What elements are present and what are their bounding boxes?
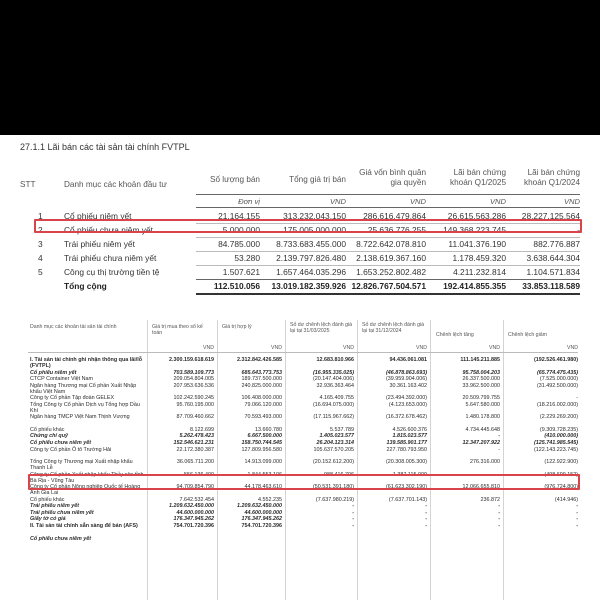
t2-cell: 276.316.000 [470, 459, 500, 466]
row-total-sale: 175.005.000.000 [283, 225, 346, 235]
t2-cell: 26.337.500.000 [462, 376, 500, 383]
t2-cell: 4.165.409.755 [319, 395, 354, 402]
t2-cell: 1.844.553.106 [247, 471, 282, 478]
t2-cell: 1.209.632.450.000 [169, 503, 214, 510]
row-stt: 5 [38, 267, 43, 277]
highlight-box-unlisted-shares [34, 219, 582, 233]
row-profit-2024: 882.776.887 [533, 239, 580, 249]
t2-cell: 79.066.120.000 [244, 401, 282, 408]
t2-unit: VND [203, 345, 214, 351]
row-category: Trái phiếu niêm yết [64, 239, 135, 249]
t2-cell: 189.737.500.000 [241, 376, 282, 383]
t2-unit: VND [271, 345, 282, 351]
t2-cell: (9.309.728.235) [539, 426, 578, 433]
t2-cell: 754.701.720.396 [173, 523, 214, 529]
t2-unit: VND [489, 345, 500, 351]
t2-cell: (7.525.000.000) [539, 376, 578, 383]
highlight-box-truong-hai [28, 471, 580, 490]
row-avg-cost: 2.138.619.367.160 [356, 253, 426, 263]
t2-cell: - [576, 503, 578, 510]
header-stt: STT [20, 180, 36, 189]
row-quantity: 21.164.155 [218, 211, 260, 221]
header-quantity: Số lượng bán [209, 175, 260, 184]
t2-cell: 12.066.655.810 [462, 484, 500, 491]
t2-cell: (16.694.075.000) [312, 401, 354, 408]
t2-cell: - [498, 471, 500, 478]
row-stt: 2 [38, 225, 43, 235]
row-stt: 4 [38, 253, 43, 263]
t2-cell: (4.123.653.000) [388, 401, 427, 408]
t2-cell: (7.637.980.219) [315, 496, 354, 503]
t2-cell: (20.308.005.300) [385, 459, 427, 466]
t2-cell: 556.136.400 [184, 471, 214, 478]
unit-profit-2024: VND [563, 197, 580, 206]
row-category: Trái phiếu chưa niêm yết [64, 253, 157, 263]
t2-cell: 1.209.632.450.000 [237, 503, 282, 510]
t2-cell: 94.436.061.081 [389, 357, 427, 363]
t2-cell: (50.531.391.180) [312, 484, 354, 491]
t2-cell: 30.361.163.402 [389, 382, 427, 389]
t2-row-label: Tổng Công ty Thương mại Xuất nhập khẩu Thanh Lễ [30, 459, 133, 472]
t2-cell: 44.600.000.000 [244, 509, 282, 516]
t2-cell: 176.347.945.262 [173, 516, 214, 523]
row-avg-cost: 25.636.776.255 [367, 225, 426, 235]
t2-cell: 209.054.804.005 [173, 376, 214, 383]
t2-cell: - [498, 446, 500, 453]
t2-cell: - [425, 516, 427, 523]
row-profit-2025: 4.211.232.814 [453, 267, 506, 277]
t2-cell: 32.936.363.464 [316, 382, 354, 389]
t2-cell: - [576, 395, 578, 402]
t2-cell: - [498, 503, 500, 510]
header-total-sale: Tổng giá trị bán [289, 175, 346, 184]
t2-unit: VND [343, 345, 354, 351]
t2-cell: 236.872 [480, 496, 500, 503]
t2-cell: (65.774.475.435) [536, 369, 578, 376]
t2-cell: (7.637.701.143) [388, 496, 427, 503]
unit-avg-cost: VND [409, 197, 426, 206]
t2-cell: 4.526.600.376 [392, 426, 427, 433]
row-quantity: 1.507.621 [222, 267, 260, 277]
t2-cell: 20.509.799.755 [462, 395, 500, 402]
t2-cell: 703.589.109.773 [173, 369, 214, 376]
row-quantity: 5.000.000 [222, 225, 260, 235]
t2-row-label: Công ty Cổ phần Xuất nhập khẩu Thủy sản tỉnh Bà Rịa - Vũng Tàu [30, 471, 144, 484]
t2-unit-rule [28, 352, 578, 353]
t2-cell: - [352, 509, 354, 516]
t2-cell: - [498, 509, 500, 516]
col-divider [217, 320, 218, 600]
row-profit-2024: 28.227.125.564 [521, 211, 580, 221]
unit-rule [196, 207, 580, 208]
t2-cell: 8.122.699 [190, 426, 214, 433]
col-divider [147, 320, 148, 600]
col-divider [285, 320, 286, 600]
header-category: Danh mục các khoản đầu tư [64, 180, 167, 189]
header-avg-cost: Giá vốn bình quân gia quyền [359, 168, 426, 187]
t2-header-rev-2024: Số dư chênh lệch đánh giá lại tại 31/12/2024 [362, 322, 425, 334]
t2-row-label: Trái phiếu chưa niêm yết [30, 509, 94, 516]
t2-cell: - [352, 523, 354, 529]
row-rule [196, 251, 580, 252]
total-profit-2025: 192.414.855.355 [443, 281, 506, 291]
t2-cell: (18.216.002.000) [536, 401, 578, 408]
t2-row-label: Ngân hàng Thương mại Cổ phần Xuất Nhập khẩu Việt Nam [30, 382, 137, 395]
t2-cell: - [576, 523, 578, 529]
row-quantity: 53.280 [234, 253, 260, 263]
t2-cell: - [425, 523, 427, 529]
t2-cell: (16.372.678.462) [385, 414, 427, 421]
t2-cell: 105.637.570.205 [313, 446, 354, 453]
t2-header-rev-2025: Số dư chênh lệch đánh giá lại tại 31/03/2025 [290, 322, 353, 334]
row-stt: 1 [38, 211, 43, 221]
unit-total-sale: VND [329, 197, 346, 206]
total-quantity: 112.510.056 [213, 281, 260, 291]
t2-row-label: Giấy tờ có giá [30, 516, 66, 523]
total-sale: 13.019.182.359.926 [271, 281, 346, 291]
t2-cell: 94.709.854.790 [176, 484, 214, 491]
t2-cell: 102.242.590.245 [173, 395, 214, 402]
col-divider [357, 320, 358, 600]
t2-cell: 5.262.478.423 [179, 433, 214, 440]
t2-cell: 685.643.773.753 [241, 369, 282, 376]
t2-row-label: Tổng Công ty Cổ phần Dịch vụ Tổng hợp Dầu Khí [30, 401, 140, 414]
t2-cell: (20.147.404.006) [312, 376, 354, 383]
t2-cell: 95.760.195.000 [176, 401, 214, 408]
t2-unit: VND [567, 345, 578, 351]
t2-row-label: I. Tài sản tài chính ghi nhận thông qua lãi/lỗ (FVTPL) [30, 357, 143, 369]
row-profit-2025: 149.368.223.745 [443, 225, 506, 235]
unit-quantity: Đơn vị [238, 197, 260, 206]
total-avg-cost: 12.826.767.504.571 [351, 281, 426, 291]
t2-cell: 207.953.636.536 [173, 382, 214, 389]
t2-cell: 1.815.023.577 [392, 433, 427, 440]
row-profit-2024: - [577, 225, 580, 235]
t2-cell: 70.593.493.000 [244, 414, 282, 421]
col-divider [430, 320, 431, 600]
header-profit-2025: Lãi bán chứng khoán Q1/2025 [450, 168, 506, 187]
row-profit-2024: 3.638.644.304 [526, 253, 580, 263]
t2-cell: 176.347.945.262 [241, 516, 282, 523]
t2-cell: (192.526.461.980) [533, 357, 578, 363]
row-profit-2024: 1.104.571.834 [526, 267, 580, 277]
t2-row-label: Công ty Cổ phần Nông nghiệp Quốc tế Hoàng Anh Gia Lai [30, 484, 141, 497]
t2-cell: 227.780.793.950 [386, 446, 427, 453]
t2-cell: 87.709.460.662 [176, 414, 214, 421]
t2-cell: 12.347.207.922 [462, 440, 500, 446]
t2-cell: - [498, 516, 500, 523]
t2-cell: (31.492.500.000) [536, 382, 578, 389]
t2-header-diff-up: Chênh lệch tăng [436, 332, 474, 338]
t2-cell: 95.758.004.203 [462, 369, 500, 376]
total-rule-bottom [196, 293, 580, 295]
t2-cell: 240.825.000.000 [241, 382, 282, 389]
row-avg-cost: 286.616.479.864 [363, 211, 426, 221]
row-profit-2025: 26.615.563.286 [447, 211, 506, 221]
t2-cell: 1.480.178.800 [465, 414, 500, 421]
col-divider [503, 320, 504, 600]
t2-cell: 2.300.159.618.619 [169, 357, 214, 363]
black-header-bar [0, 0, 600, 135]
t2-cell: (17.115.967.662) [313, 414, 354, 421]
t2-cell: (122.143.223.745) [533, 446, 578, 453]
t2-cell: 5.537.789 [330, 426, 354, 433]
t2-row-label: Cổ phiếu niêm yết [30, 369, 77, 376]
row-total-sale: 2.139.797.826.480 [276, 253, 346, 263]
t2-cell: (23.494.392.000) [385, 395, 427, 402]
t2-cell: 139.585.901.177 [386, 440, 427, 446]
row-rule [196, 237, 580, 238]
t2-header-diff-down: Chênh lệch giảm [508, 332, 547, 338]
row-category: Công cụ thị trường tiền tệ [64, 267, 160, 277]
t2-row-label: Cổ phiếu khác [30, 426, 65, 433]
t2-cell: 44.600.000.000 [176, 509, 214, 516]
row-rule [196, 265, 580, 266]
row-avg-cost: 8.722.642.078.810 [356, 239, 426, 249]
t2-cell: (39.959.904.006) [385, 376, 427, 383]
t2-cell: (414.946) [554, 496, 578, 503]
row-category: Cổ phiếu niêm yết [64, 211, 132, 221]
t2-row-label: Ngân hàng TMCP Việt Nam Thịnh Vượng [30, 414, 130, 421]
t2-cell: (498.699.152) [544, 471, 578, 478]
t2-cell: (16.955.335.025) [312, 369, 354, 376]
t2-cell: - [425, 503, 427, 510]
header-profit-2024: Lãi bán chứng khoán Q1/2024 [524, 168, 580, 187]
row-profit-2025: 11.041.376.190 [448, 239, 506, 249]
t2-header-fair: Giá trị hợp lý [222, 324, 252, 330]
t2-header-cost: Giá trị mua theo sổ kế toán [152, 324, 203, 336]
t2-unit: VND [416, 345, 427, 351]
t2-row-label: Cổ phiếu chưa niêm yết [30, 535, 92, 542]
t2-row-label: Chứng chỉ quỹ [30, 433, 68, 440]
row-total-sale: 313.232.043.150 [283, 211, 346, 221]
t2-cell: 1.405.023.577 [319, 433, 354, 440]
t2-cell: 106.408.000.000 [241, 395, 282, 402]
t2-cell: 1.387.115.000 [392, 471, 427, 478]
total-profit-2024: 33.853.118.589 [522, 281, 580, 291]
t2-cell: (976.724.800) [544, 484, 578, 491]
t2-cell: (2.229.269.200) [539, 414, 578, 421]
t2-cell: (46.878.863.693) [385, 369, 427, 376]
t2-cell: - [498, 523, 500, 529]
total-rule-top [196, 279, 580, 280]
t2-cell: 13.660.780 [255, 426, 282, 433]
t2-row-label: Công ty Cổ phần Ô tô Trường Hải [30, 446, 112, 453]
row-stt: 3 [38, 239, 43, 249]
t2-cell: 111.145.211.885 [460, 357, 500, 363]
header-rule [196, 194, 580, 195]
t2-cell: 127.809.956.580 [241, 446, 282, 453]
t2-cell: - [352, 516, 354, 523]
t2-cell: - [576, 509, 578, 516]
row-avg-cost: 1.653.252.802.482 [356, 267, 426, 277]
t2-cell: 5.647.580.000 [465, 401, 500, 408]
t2-cell: - [352, 503, 354, 510]
t2-cell: (410.000.000) [544, 433, 578, 440]
row-profit-2025: 1.178.459.320 [452, 253, 506, 263]
t2-cell: 12.683.810.966 [316, 357, 354, 363]
t2-cell: - [425, 509, 427, 516]
t2-cell: 36.065.711.200 [176, 459, 214, 466]
row-total-sale: 1.657.464.035.296 [276, 267, 346, 277]
t2-cell: 14.913.099.000 [244, 459, 282, 466]
t2-cell: 2.312.842.426.585 [237, 357, 282, 363]
t2-row-label: Cổ phiếu chưa niêm yết [30, 440, 92, 446]
unit-profit-2025: VND [489, 197, 506, 206]
t2-cell: 754.701.720.396 [241, 523, 282, 529]
t2-cell: 4.552.235 [258, 496, 282, 503]
t2-row-label: II. Tài sản tài chính sẵn sàng để bán (AFS) [30, 523, 138, 529]
t2-header-category: Danh mục các khoản tài sản tài chính [30, 324, 117, 330]
t2-cell: 7.642.532.454 [179, 496, 214, 503]
row-quantity: 84.785.000 [218, 239, 260, 249]
t2-cell: 158.750.744.545 [241, 440, 282, 446]
t2-cell: 6.667.500.000 [247, 433, 282, 440]
t2-cell: (125.741.985.545) [533, 440, 578, 446]
row-category: Cổ phiếu chưa niêm yết [64, 225, 153, 235]
section-title: 27.1.1 Lãi bán các tài sản tài chính FVTPL [20, 142, 190, 152]
t2-row-label: Cổ phiếu khác [30, 496, 65, 503]
t2-cell: 4.734.445.648 [465, 426, 500, 433]
t2-cell: (61.623.302.190) [385, 484, 427, 491]
t2-cell: 22.172.380.387 [176, 446, 214, 453]
t2-row-label: Công ty Cổ phần Tập đoàn GELEX [30, 395, 115, 402]
t2-cell: 26.204.123.314 [316, 440, 354, 446]
t2-row-label: CTCP Container Việt Nam [30, 376, 94, 383]
t2-cell: 988.416.706 [324, 471, 354, 478]
t2-cell: (122.922.900) [544, 459, 578, 466]
row-total-sale: 8.733.683.455.000 [276, 239, 346, 249]
t2-cell: - [576, 516, 578, 523]
t2-cell: 152.546.621.231 [173, 440, 214, 446]
t2-cell: (20.152.612.200) [312, 459, 354, 466]
total-label: Tổng cộng [64, 281, 107, 291]
t2-row-label: Trái phiếu niêm yết [30, 503, 80, 510]
t2-cell: - [498, 433, 500, 440]
t2-cell: 33.962.500.000 [462, 382, 500, 389]
t2-cell: 44.178.463.610 [244, 484, 282, 491]
